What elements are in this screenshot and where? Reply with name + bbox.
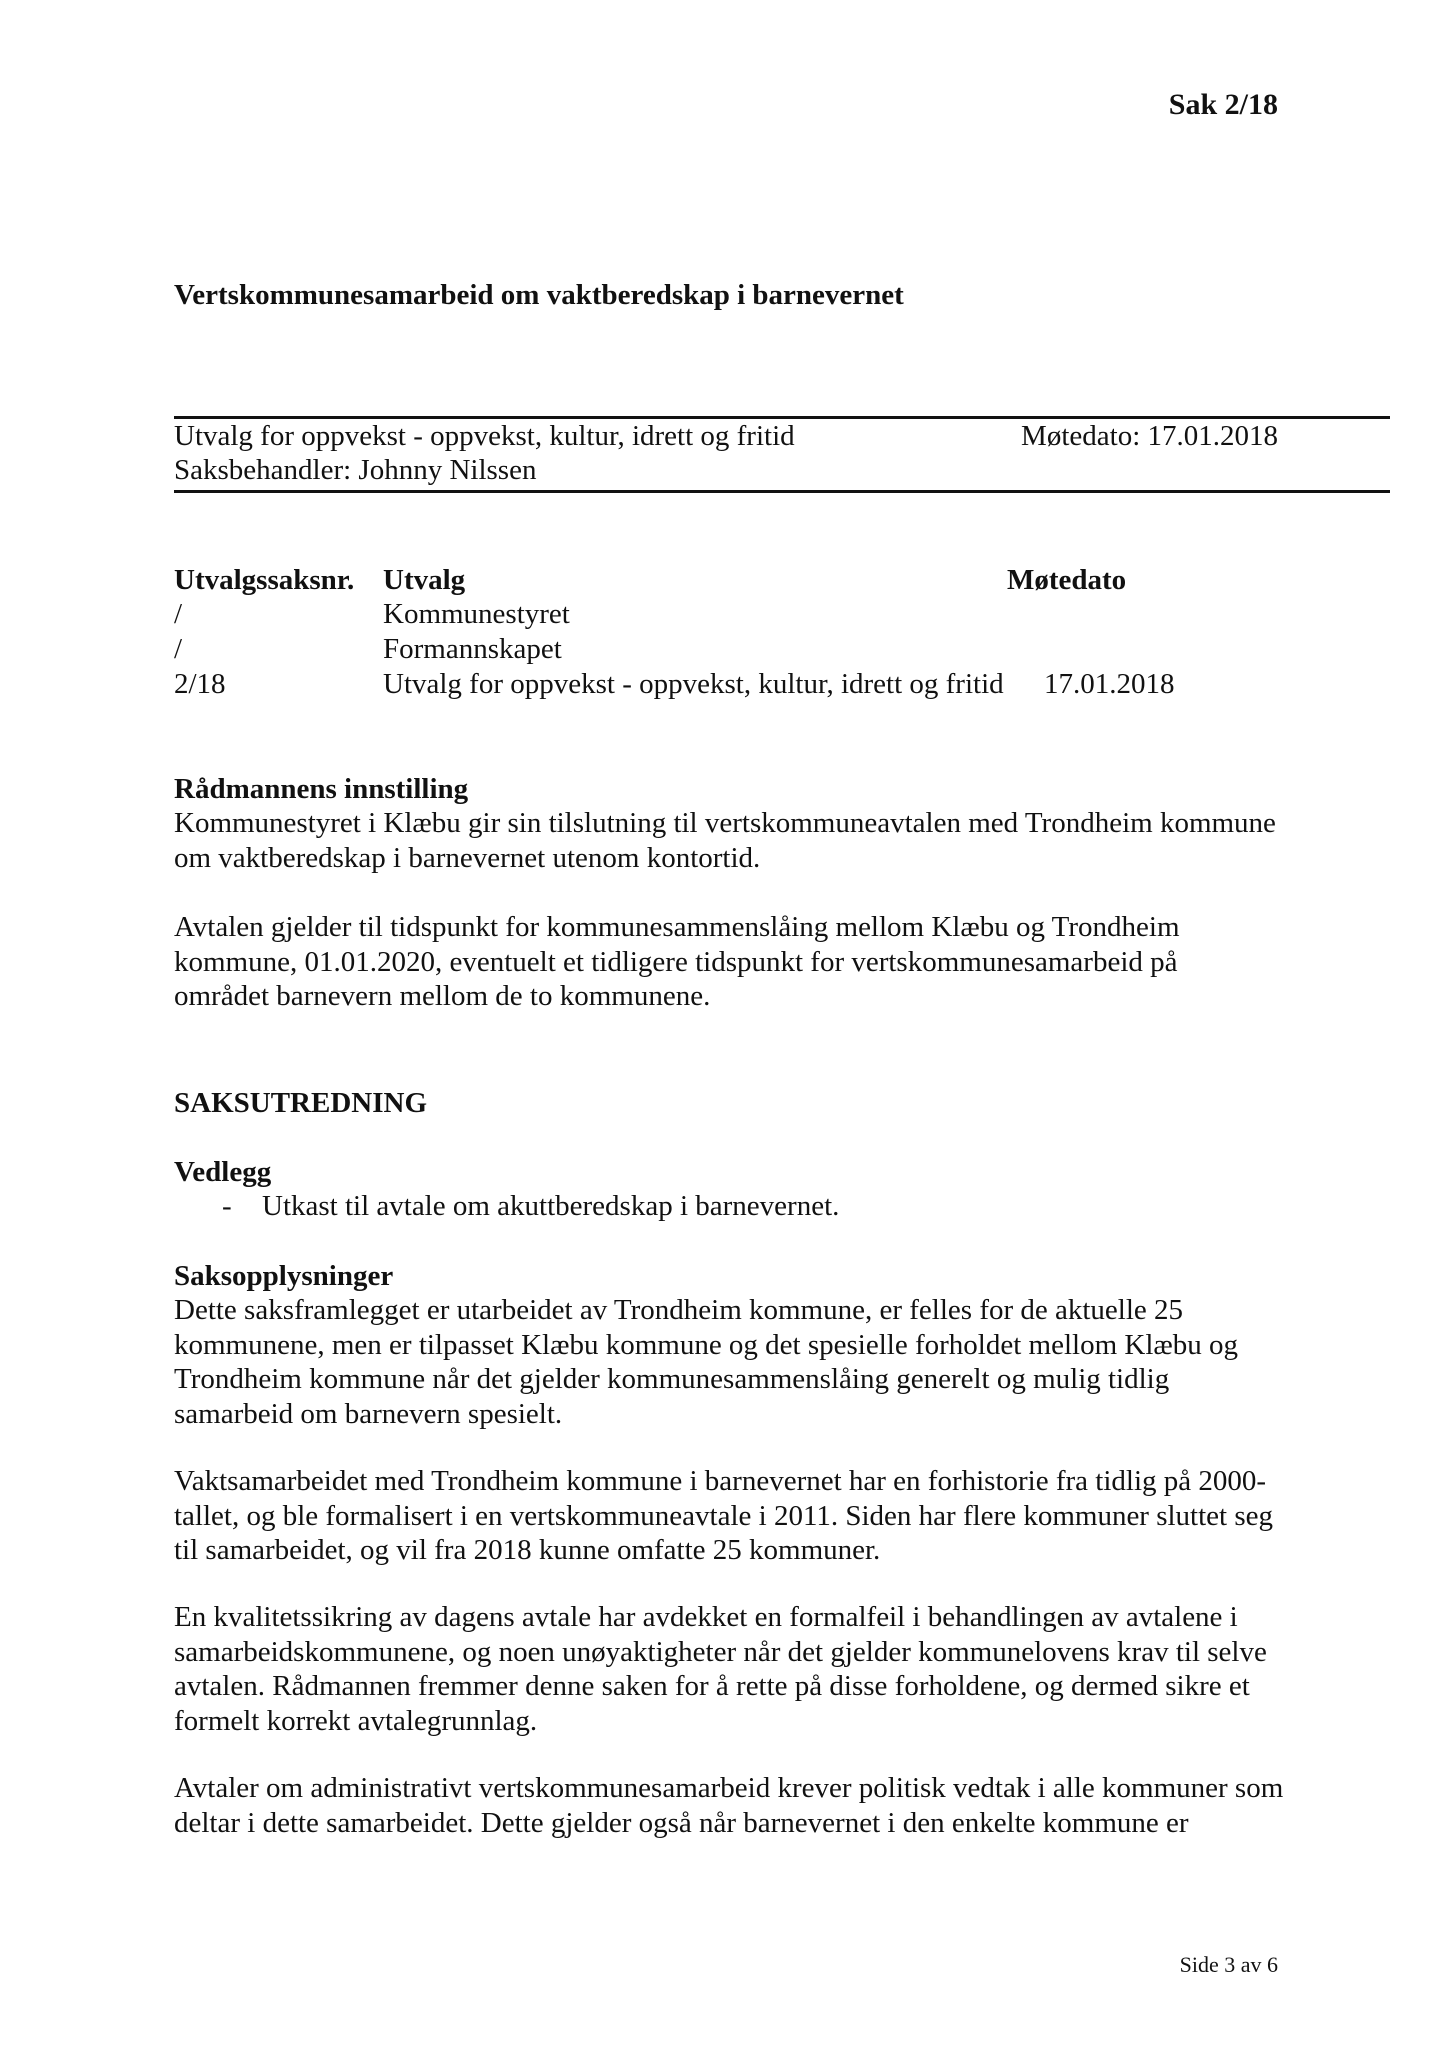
text-line: En kvalitetssikring av dagens avtale har avdekket en formalfeil i behandlingen av avtalene i [174,1601,1238,1633]
meta-motedato: Møtedato: 17.01.2018 [1021,420,1278,452]
saksutredning-heading: SAKSUTREDNING [174,1087,427,1119]
body-paragraph [174,1600,1304,1738]
text-line: samarbeidskommunene, og noen unøyaktigheter når det gjelder kommunelovens krav til selve [174,1635,1267,1668]
body-paragraph [174,1771,1304,1840]
meta-saksbehandler: Saksbehandler: Johnny Nilssen [174,454,537,486]
table-cell-saksnr: / [174,633,183,665]
col-header-utvalg: Utvalg [383,564,466,596]
bottom-rule [174,490,1390,493]
text-line: tallet, og ble formalisert i en vertskommuneavtale i 2011. Siden har flere kommuner sluttet seg [174,1499,1274,1532]
case-reference: Sak 2/18 [1168,88,1278,121]
table-cell-saksnr: 2/18 [174,668,226,700]
table-cell-utvalg: Utvalg for oppvekst - oppvekst, kultur, idrett og fritid [383,668,1004,700]
vedlegg-item: Utkast til avtale om akuttberedskap i barnevernet. [262,1190,840,1222]
text-line: Dette saksframlegget er utarbeidet av Trondheim kommune, er felles for de aktuelle 25 [174,1294,1184,1326]
body-paragraph [174,1293,1304,1431]
text-line: Trondheim kommune når det gjelder kommunesammenslåing generelt og mulig tidlig [174,1363,1170,1395]
text-line: Avtalen gjelder til tidspunkt for kommunesammenslåing mellom Klæbu og Trondheim [174,911,1180,943]
text-line: deltar i dette samarbeidet. Dette gjelder også når barnevernet i den enkelte kommune er [174,1806,1189,1839]
text-line: området barnevern mellom de to kommunene. [174,980,711,1012]
table-cell-saksnr: / [174,598,183,630]
innstilling-heading: Rådmannens innstilling [174,773,469,805]
innstilling-paragraph [174,806,1304,875]
text-line: om vaktberedskap i barnevernet utenom kontortid. [174,841,761,874]
innstilling-paragraph [174,910,1304,1014]
table-cell-utvalg: Kommunestyret [383,598,570,630]
body-paragraph [174,1464,1304,1568]
col-header-motedato: Møtedato [1007,564,1127,596]
vedlegg-heading: Vedlegg [174,1156,272,1188]
text-line: kommune, 01.01.2020, eventuelt et tidligere tidspunkt for vertskommunesamarbeid på [174,945,1178,978]
text-line: kommunene, men er tilpasset Klæbu kommune og det spesielle forholdet mellom Klæbu og [174,1328,1238,1361]
saksopplysninger-heading: Saksopplysninger [174,1260,394,1292]
list-bullet: - [222,1190,232,1222]
document-title: Vertskommunesamarbeid om vaktberedskap i barnevernet [174,279,904,311]
text-line: til samarbeidet, og vil fra 2018 kunne omfatte 25 kommuner. [174,1534,881,1566]
text-line: avtalen. Rådmannen fremmer denne saken for å rette på disse forholdene, og dermed sikre et [174,1670,1250,1702]
meta-utvalg: Utvalg for oppvekst - oppvekst, kultur, idrett og fritid [174,420,795,452]
text-line: Kommunestyret i Klæbu gir sin tilslutning til vertskommuneavtalen med Trondheim kommune [174,807,1276,839]
text-line: formelt korrekt avtalegrunnlag. [174,1704,538,1737]
col-header-saksnr: Utvalgssaksnr. [174,564,355,596]
text-line: Vaktsamarbeidet med Trondheim kommune i barnevernet har en forhistorie fra tidlig på 2000- [174,1465,1267,1497]
page-number: Side 3 av 6 [1179,1952,1278,1977]
text-line: Avtaler om administrativt vertskommunesamarbeid krever politisk vedtak i alle kommuner som [174,1772,1284,1804]
text-line: samarbeid om barnevern spesielt. [174,1397,563,1430]
table-cell-motedato: 17.01.2018 [1044,668,1175,700]
table-cell-utvalg: Formannskapet [383,633,562,665]
